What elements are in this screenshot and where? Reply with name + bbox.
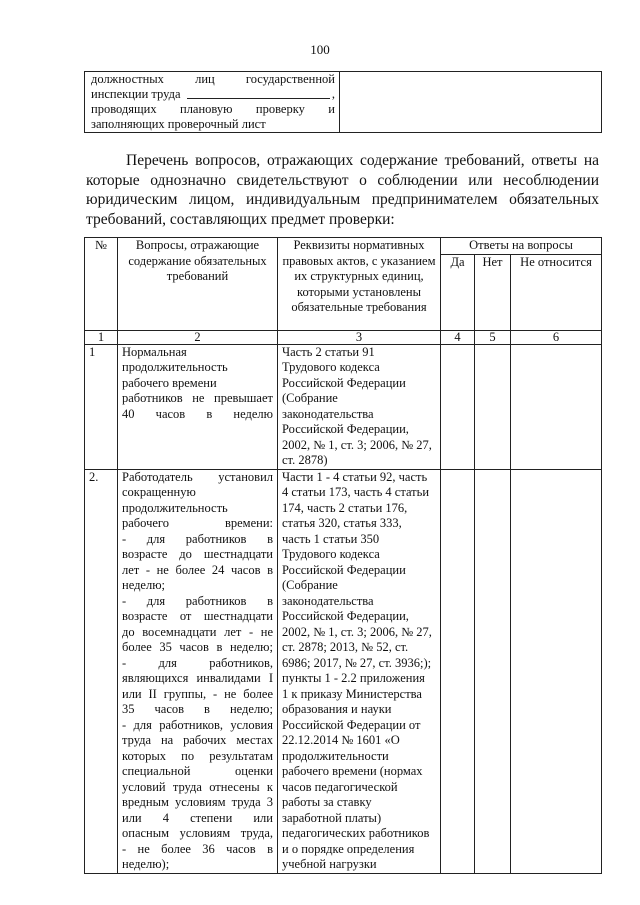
question-line: до восемнадцати лет - не xyxy=(122,624,273,639)
question-line: или II группы, - не более xyxy=(122,686,273,701)
requisite-line: 174, часть 2 статьи 176, xyxy=(282,500,408,515)
question-line: вредным условиям труда 3 xyxy=(122,795,273,809)
signature-cell xyxy=(340,72,602,133)
answer-na-cell[interactable] xyxy=(511,344,602,469)
question-cell xyxy=(118,344,278,469)
header-questions: Вопросы, отражающие содержание обязательных требований xyxy=(118,238,278,331)
question-line: рабочего времени xyxy=(122,375,217,390)
inspector-line-2: инспекции труда , xyxy=(91,87,335,101)
question-line: возрасте от шестнадцати xyxy=(122,609,273,623)
answer-yes-cell[interactable] xyxy=(441,469,475,873)
requisite-line: и о порядке определения xyxy=(282,841,415,856)
column-number: 6 xyxy=(511,330,602,344)
requisite-line: учебной нагрузки xyxy=(282,857,377,871)
question-line: - для работников, условия xyxy=(122,717,273,732)
requisite-line: статья 320, статья 333, xyxy=(282,516,402,530)
checklist-heading: Перечень вопросов, отражающих содержание требований, ответы на которые однозначно свидетельствуют о соблюдении или несоблюдении юридическим лицом, индивидуальным предпринимателем обязательных требований, составляющих предмет проверки: xyxy=(86,152,599,228)
requisite-line: Трудового кодекса xyxy=(282,547,380,561)
requisite-line: законодательства xyxy=(282,406,374,421)
requisite-line: часов педагогической xyxy=(282,779,398,794)
header-yes: Да xyxy=(441,254,475,330)
question-line: - не более 36 часов в xyxy=(122,841,273,856)
column-number-row xyxy=(85,330,602,344)
question-cell xyxy=(118,469,278,873)
requisite-line: 6986; 2017, № 27, ст. 3936;); xyxy=(282,655,432,670)
question-line: продолжительность xyxy=(122,500,228,515)
question-line: рабочего времени: xyxy=(122,516,273,530)
requisite-line: работы за ставку xyxy=(282,795,372,809)
column-number: 1 xyxy=(85,330,118,344)
requisite-line: 4 статьи 173, часть 4 статьи xyxy=(282,485,430,499)
question-line: возрасте до шестнадцати xyxy=(122,547,273,561)
question-line: неделю; xyxy=(122,578,166,592)
column-number: 3 xyxy=(278,330,441,344)
checklist-table xyxy=(84,237,602,874)
requisite-line: ст. 2878) xyxy=(282,453,328,467)
requisite-line: образования и науки xyxy=(282,702,392,716)
column-number: 2 xyxy=(118,330,278,344)
answer-no-cell[interactable] xyxy=(475,344,511,469)
requisite-line: (Собрание xyxy=(282,578,338,592)
inspector-line-1: должностных лиц государственной xyxy=(91,72,335,86)
question-line: специальной оценки xyxy=(122,764,273,778)
header-no: Нет xyxy=(475,254,511,330)
question-line: лет - не более 24 часов в xyxy=(122,562,273,577)
row-number: 2. xyxy=(85,469,118,873)
table-row xyxy=(85,469,602,873)
answer-yes-cell[interactable] xyxy=(441,344,475,469)
header-requisites: Реквизиты нормативных правовых актов, с указанием их структурных единиц, которыми установлены обязательные требования xyxy=(278,238,441,331)
column-number: 4 xyxy=(441,330,475,344)
requisite-line: ст. 2878; 2013, № 52, ст. xyxy=(282,640,409,654)
question-line: или 4 степени или xyxy=(122,810,273,825)
requisite-line: продолжительности xyxy=(282,748,389,763)
requisite-line: законодательства xyxy=(282,593,374,608)
requisite-line: (Собрание xyxy=(282,391,338,405)
requisite-line: часть 1 статьи 350 xyxy=(282,531,380,546)
question-line: более 35 часов в неделю; xyxy=(122,640,273,654)
requisite-line: Трудового кодекса xyxy=(282,360,380,374)
question-line: - для работников в xyxy=(122,593,273,608)
answer-no-cell[interactable] xyxy=(475,469,511,873)
requisite-line: 2002, № 1, ст. 3; 2006, № 27, xyxy=(282,624,432,639)
requisites-cell xyxy=(278,469,441,873)
question-line: труда на рабочих местах xyxy=(122,733,273,747)
blank-underline xyxy=(187,87,330,99)
header-answers: Ответы на вопросы xyxy=(441,238,602,255)
question-line: неделю); xyxy=(122,857,170,871)
column-number: 5 xyxy=(475,330,511,344)
requisite-line: педагогических работников xyxy=(282,826,430,840)
inspector-line-4: заполняющих проверочный лист xyxy=(91,117,266,131)
question-line: опасным условиям труда, xyxy=(122,826,273,840)
requisites-cell xyxy=(278,344,441,469)
question-line: являющихся инвалидами I xyxy=(122,671,273,685)
question-line: 35 часов в неделю; xyxy=(122,702,273,716)
question-line: сокращенную xyxy=(122,485,196,499)
requisite-line: Российской Федерации, xyxy=(282,609,409,623)
inspector-info-cell xyxy=(85,72,340,133)
table-row xyxy=(85,344,602,469)
question-line: Нормальная xyxy=(122,344,187,359)
requisite-line: рабочего времени (нормах xyxy=(282,764,423,778)
question-line: которых по результатам xyxy=(122,748,273,763)
requisite-line: заработной платы) xyxy=(282,810,382,825)
requisite-line: Российской Федерации, xyxy=(282,422,409,436)
requisite-line: пункты 1 - 2.2 приложения xyxy=(282,671,425,685)
requisite-line: Российской Федерации xyxy=(282,562,406,577)
question-line: Работодатель установил xyxy=(122,469,273,484)
question-line: работников не превышает xyxy=(122,391,273,405)
question-line: - для работников, xyxy=(122,655,273,670)
question-line: продолжительность xyxy=(122,360,228,374)
header-num: № xyxy=(85,238,118,331)
requisite-line: Российской Федерации от xyxy=(282,717,421,732)
requisite-line: Часть 2 статьи 91 xyxy=(282,344,375,359)
question-line: - для работников в xyxy=(122,531,273,546)
page-number: 100 xyxy=(310,42,330,57)
row-number: 1 xyxy=(85,344,118,469)
inspector-line-3: проводящих плановую проверку и xyxy=(91,102,335,116)
answer-na-cell[interactable] xyxy=(511,469,602,873)
requisite-line: 1 к приказу Министерства xyxy=(282,686,422,701)
question-line: условий труда отнесены к xyxy=(122,779,273,794)
question-line: 40 часов в неделю xyxy=(122,406,273,421)
requisite-line: Части 1 - 4 статьи 92, часть xyxy=(282,469,428,484)
requisite-line: 22.12.2014 № 1601 «О xyxy=(282,733,400,747)
requisite-line: 2002, № 1, ст. 3; 2006, № 27, xyxy=(282,437,432,452)
requisite-line: Российской Федерации xyxy=(282,375,406,390)
header-not-applicable: Не относится xyxy=(511,254,602,330)
inspector-signature-table xyxy=(84,71,602,133)
